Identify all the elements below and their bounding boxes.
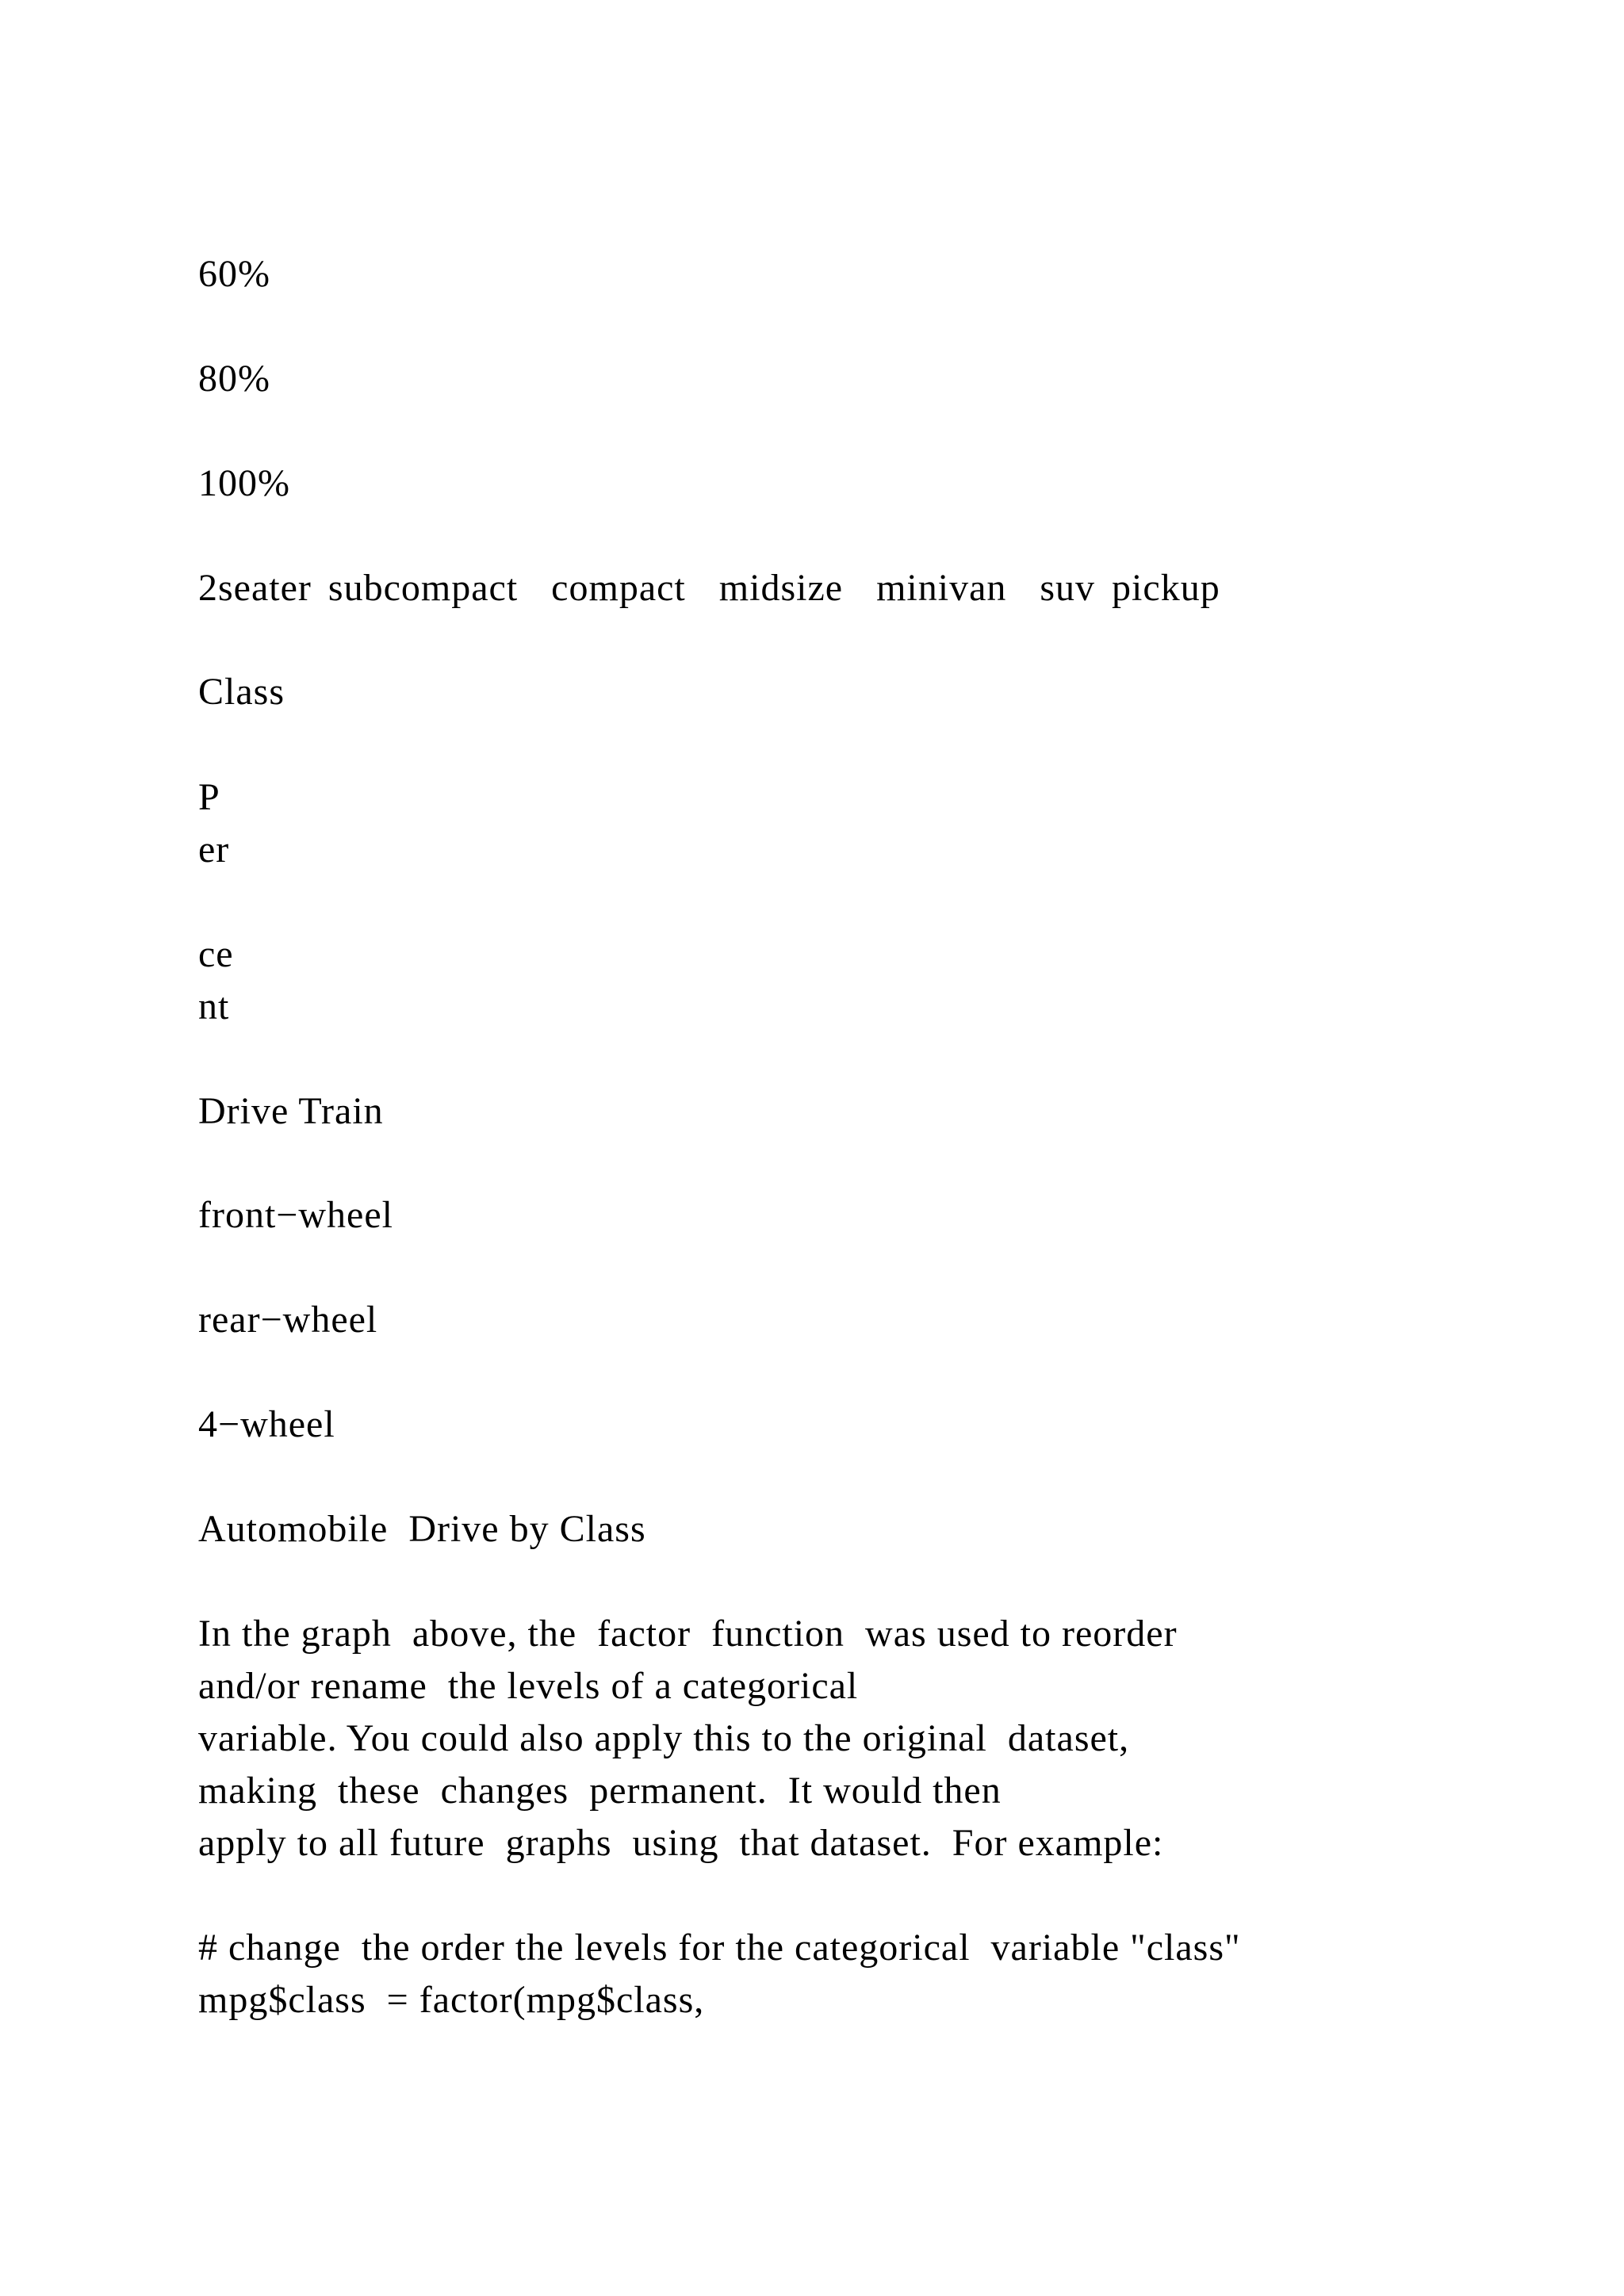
- text-line: 60%: [198, 253, 270, 295]
- paragraph-line: In the graph above, the factor function was used to reorder: [198, 1613, 1178, 1655]
- text-line: P: [198, 776, 220, 818]
- text-line: er: [198, 828, 230, 871]
- code-line: # change the order the levels for the categorical variable "class": [198, 1927, 1241, 1969]
- text-line: Drive Train: [198, 1090, 384, 1132]
- text-line: front−wheel: [198, 1194, 393, 1236]
- text-line: 4−wheel: [198, 1403, 335, 1445]
- text-line: rear−wheel: [198, 1299, 378, 1341]
- code-line: mpg$class = factor(mpg$class,: [198, 1979, 705, 2021]
- text-line: 100%: [198, 462, 290, 504]
- paragraph-line: apply to all future graphs using that dataset. For example:: [198, 1822, 1164, 1864]
- text-line: Class: [198, 671, 285, 713]
- text-line: ce: [198, 933, 234, 975]
- text-line: nt: [198, 985, 230, 1027]
- text-line: Automobile Drive by Class: [198, 1508, 646, 1550]
- paragraph-line: making these changes permanent. It would then: [198, 1770, 1002, 1812]
- paragraph-line: variable. You could also apply this to the original dataset,: [198, 1717, 1130, 1759]
- text-line: 2seater subcompact compact midsize minivan suv pickup: [198, 567, 1220, 609]
- text-line: 80%: [198, 358, 270, 400]
- paragraph-line: and/or rename the levels of a categorical: [198, 1665, 859, 1707]
